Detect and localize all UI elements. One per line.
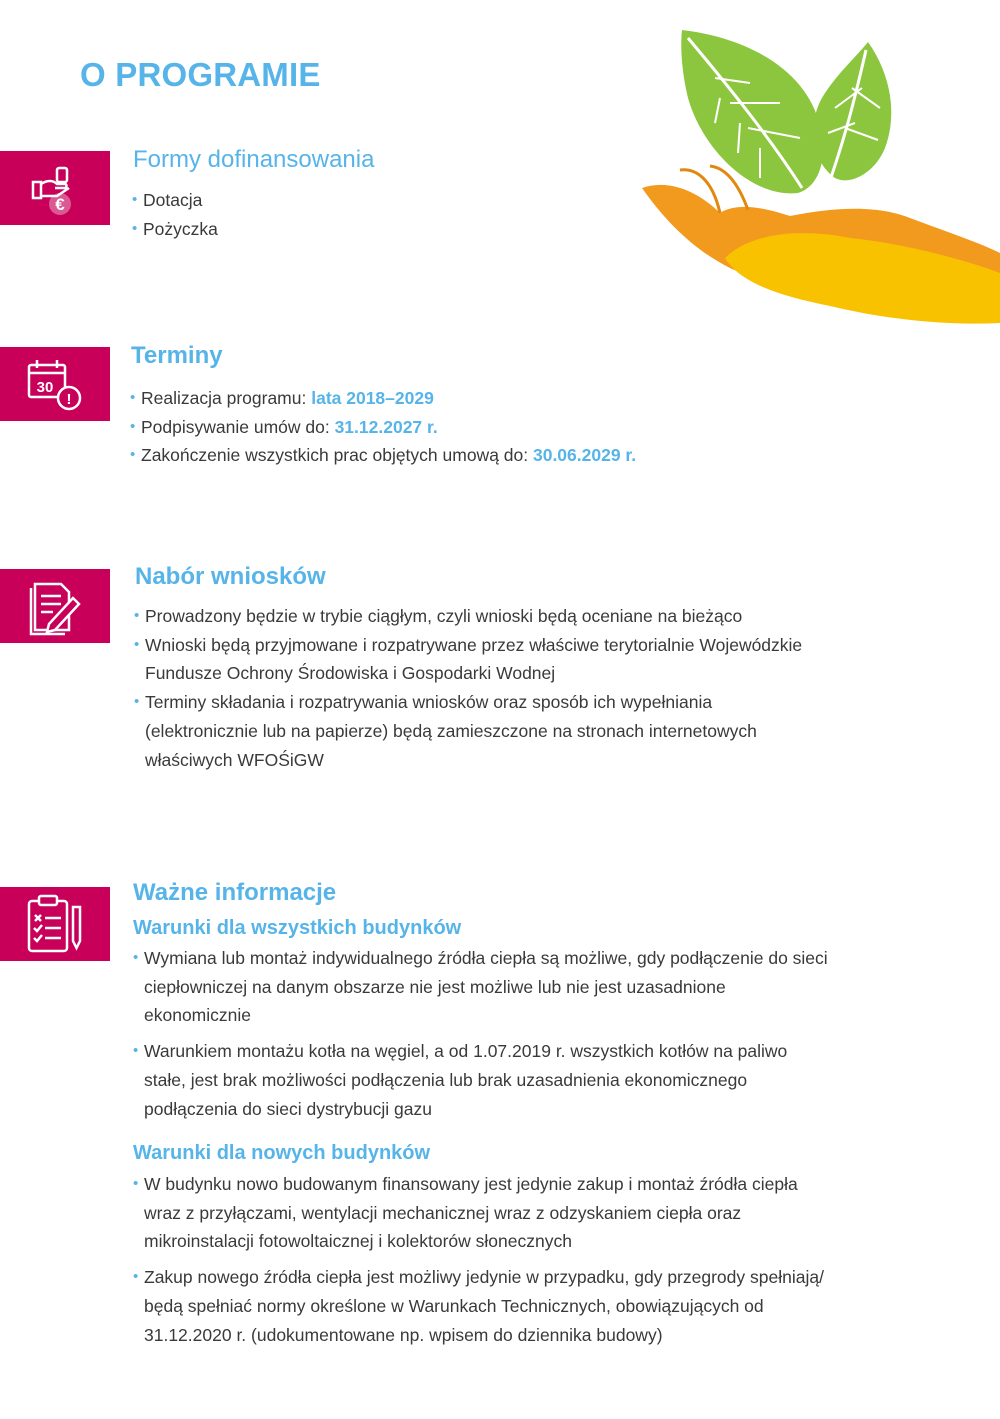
list-item: • Pożyczka [132, 215, 218, 244]
terms-icon-box [0, 347, 110, 421]
svg-text:€: € [55, 195, 65, 214]
hand-money-euro-icon [27, 160, 83, 216]
svg-text:!: ! [66, 391, 72, 408]
list-item: • Podpisywanie umów do: 31.12.2027 r. [130, 413, 636, 442]
forms-list [132, 186, 218, 243]
new-buildings-title: Warunki dla nowych budynków [133, 1142, 431, 1164]
applications-title: Nabór wniosków [135, 563, 326, 590]
list-item: • Zakup nowego źródła ciepła jest możliwy jedynie w przypadku, gdy przegrody spełniają/ będą spełniać normy określone w Warunkach Technicznych, obowiązujących od 31.12.2020 r. (udokumentowane np. wpisem do dziennika budowy) [133, 1263, 833, 1349]
term-value: 31.12.2027 r. [334, 416, 438, 437]
document-pencil-icon [27, 576, 83, 636]
list-item: • Zakończenie wszystkich prac objętych umową do: 30.06.2029 r. [130, 441, 636, 470]
new-buildings-list [133, 1170, 833, 1356]
list-item: • Wymiana lub montaż indywidualnego źródła ciepła są możliwe, gdy podłączenie do sieci ciepłowniczej na danym obszarze nie jest możliwe lub nie jest uzasadnione ekonomicznie [133, 944, 833, 1030]
calendar-day: 30 [36, 379, 54, 396]
list-item: • W budynku nowo budowanym finansowany jest jedynie zakup i montaż źródła ciepła wraz z przyłączami, wentylacji mechanicznej wraz z odzyskaniem ciepła oraz mikroinstalacji fotowoltaicznej i kolektorów słonecznych [133, 1170, 833, 1256]
forms-title: Formy dofinansowania [133, 146, 375, 173]
list-item: • Terminy składania i rozpatrywania wniosków oraz sposób ich wypełniania (elektronicznie lub na papierze) będą zamieszczone na stronach internetowych właściwych WFOŚiGW [134, 688, 814, 774]
applications-list [134, 602, 814, 774]
list-item: • Dotacja [132, 186, 218, 215]
all-buildings-title: Warunki dla wszystkich budynków [133, 917, 462, 939]
page-title: O PROGRAMIE [80, 56, 321, 93]
term-value: 30.06.2029 r. [532, 445, 637, 466]
terms-list [130, 384, 636, 470]
list-item: • Prowadzony będzie w trybie ciągłym, czyli wnioski będą oceniane na bieżąco [134, 602, 814, 631]
calendar-deadline-icon [25, 355, 85, 413]
applications-icon-box [0, 569, 110, 643]
term-value: lata 2018–2029 [311, 388, 434, 408]
terms-title: Terminy [131, 342, 223, 369]
important-icon-box [0, 887, 110, 961]
forms-icon-box [0, 151, 110, 225]
important-title: Ważne informacje [133, 879, 337, 906]
list-item: • Wnioski będą przyjmowane i rozpatrywane przez właściwe terytorialnie Wojewódzkie Fundusze Ochrony Środowiska i Gospodarki Wodnej [134, 631, 814, 688]
list-item: • Realizacja programu: lata 2018–2029 [130, 384, 636, 413]
hand-with-leaves-icon [640, 28, 1000, 328]
all-buildings-list [133, 944, 833, 1130]
clipboard-checklist-icon [25, 893, 85, 955]
list-item: • Warunkiem montażu kotła na węgiel, a od 1.07.2019 r. wszystkich kotłów na paliwo stałe, jest brak możliwości podłączenia lub brak uzasadnienia ekonomicznego podłączenia do sieci dystrybucji gazu [133, 1037, 833, 1123]
